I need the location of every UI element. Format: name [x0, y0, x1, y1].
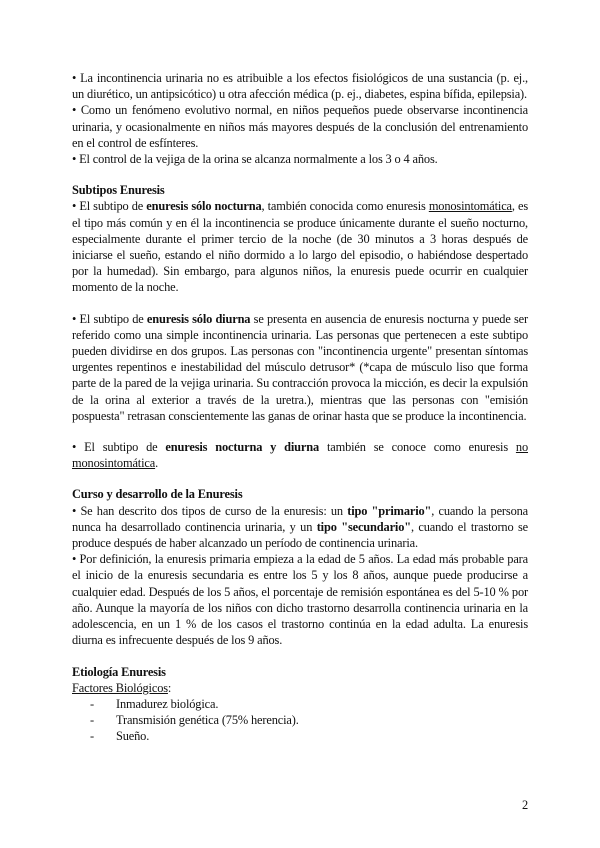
paragraph-enuresis-nocturna-diurna — [72, 439, 528, 471]
paragraph-curso-definicion: • Por definición, la enuresis primaria empieza a la edad de 5 años. La edad más probable para el inicio de la enuresis secundaria es entre los 5 y los 8 años, aunque puede producirse a cualquier edad. Después de los 5 años, el porcentaje de remisión espontánea es del 5-10 % por año. Aunque la mayoría de los niños con dicho trastorno desarrolla continencia urinaria en la adolescencia, en un 1 % de los casos el trastorno continúa en la edad adulta. La enuresis diurna es infrecuente después de los 9 años. — [72, 552, 528, 648]
section-heading-subtipos: Subtipos Enuresis — [72, 183, 165, 198]
paragraph-enuresis-diurna — [72, 311, 528, 424]
paragraph-curso-tipos — [72, 503, 528, 552]
list-item: - Transmisión genética (75% herencia). — [90, 712, 528, 728]
text-run: • El subtipo de — [72, 440, 166, 455]
text-run: , también conocida como enuresis — [261, 199, 429, 214]
subheading-factores-biologicos — [72, 680, 528, 696]
text-run: : — [167, 680, 172, 695]
intro-bullet-2: • Como un fenómeno evolutivo normal, en niños pequeños puede observarse incontinencia urinaria, y ocasionalmente en niños más mayores después de la conclusión del entrenamiento en el control de esfínteres. — [72, 103, 528, 150]
text-run: , es el tipo más común y en él la incontinencia se produce únicamente durante el sueño nocturno, especialmente durante el primer tercio de la noche (de 30 minutos a 3 horas después de iniciarse el sueño, estando el niño dormido a lo largo del episodio, o habiéndose despertado por la humedad). Sin embargo, para algunos niños, la enuresis puede ocurrir en cualquier momento de la noche. — [72, 199, 529, 295]
text-run: • El subtipo de — [72, 311, 147, 326]
bold-term: enuresis sólo nocturna — [146, 199, 262, 214]
text-run: se presenta en ausencia de enuresis nocturna y puede ser referido como una simple incontinencia urinaria. Las personas que pertenecen a este subtipo pueden dividirse en dos grupos. Las personas con "incontinencia urgente" presentan síntomas urgentes repentinos e inestabilidad del músculo detrusor* (*capa de músculo liso que forma parte de la pared de la vejiga urinaria. Su contracción provoca la micción, es decir la expulsión de la orina al exterior a través de la uretra.), mientras que las personas con "emisión pospuesta" retrasan conscientemente las ganas de orinar hasta que se produce la incontinencia. — [72, 311, 528, 423]
text-run: • Se han descrito dos tipos de curso de la enuresis: un — [72, 503, 348, 518]
bold-term: tipo "primario" — [347, 503, 432, 518]
page-number: 2 — [521, 798, 528, 812]
section-heading-curso: Curso y desarrollo de la Enuresis — [72, 487, 243, 502]
bold-term: tipo "secundario" — [316, 519, 411, 534]
list-item: - Inmadurez biológica. — [90, 696, 528, 712]
underlined-term: no monosintomática — [72, 440, 529, 471]
text-run: • El subtipo de — [72, 199, 147, 214]
paragraph-enuresis-nocturna — [72, 198, 528, 295]
bold-term: enuresis sólo diurna — [146, 311, 251, 326]
text-run: , cuando el trastorno se produce después de haber alcanzado un período de continencia urinaria. — [72, 519, 528, 551]
bold-term: enuresis nocturna y diurna — [165, 440, 320, 455]
factores-list — [72, 696, 528, 745]
underlined-term: monosintomática — [428, 199, 512, 214]
intro-bullet-3: • El control de la vejiga de la orina se alcanza normalmente a los 3 o 4 años. — [72, 152, 438, 167]
section-heading-etiologia: Etiología Enuresis — [72, 664, 166, 679]
text-run: , cuando la persona nunca ha desarrollado continencia urinaria, y un — [72, 503, 529, 534]
list-item: - Sueño. — [90, 728, 528, 744]
text-run: también se conoce como enuresis — [319, 440, 516, 455]
intro-bullet-1: • La incontinencia urinaria no es atribuible a los efectos fisiológicos de una sustancia (p. ej., un diurético, un antipsicótico) u otra afección médica (p. ej., diabetes, espina bífida, epilepsia). — [72, 71, 528, 102]
underlined-subheading: Factores Biológicos — [72, 680, 168, 695]
text-run: . — [155, 456, 159, 471]
